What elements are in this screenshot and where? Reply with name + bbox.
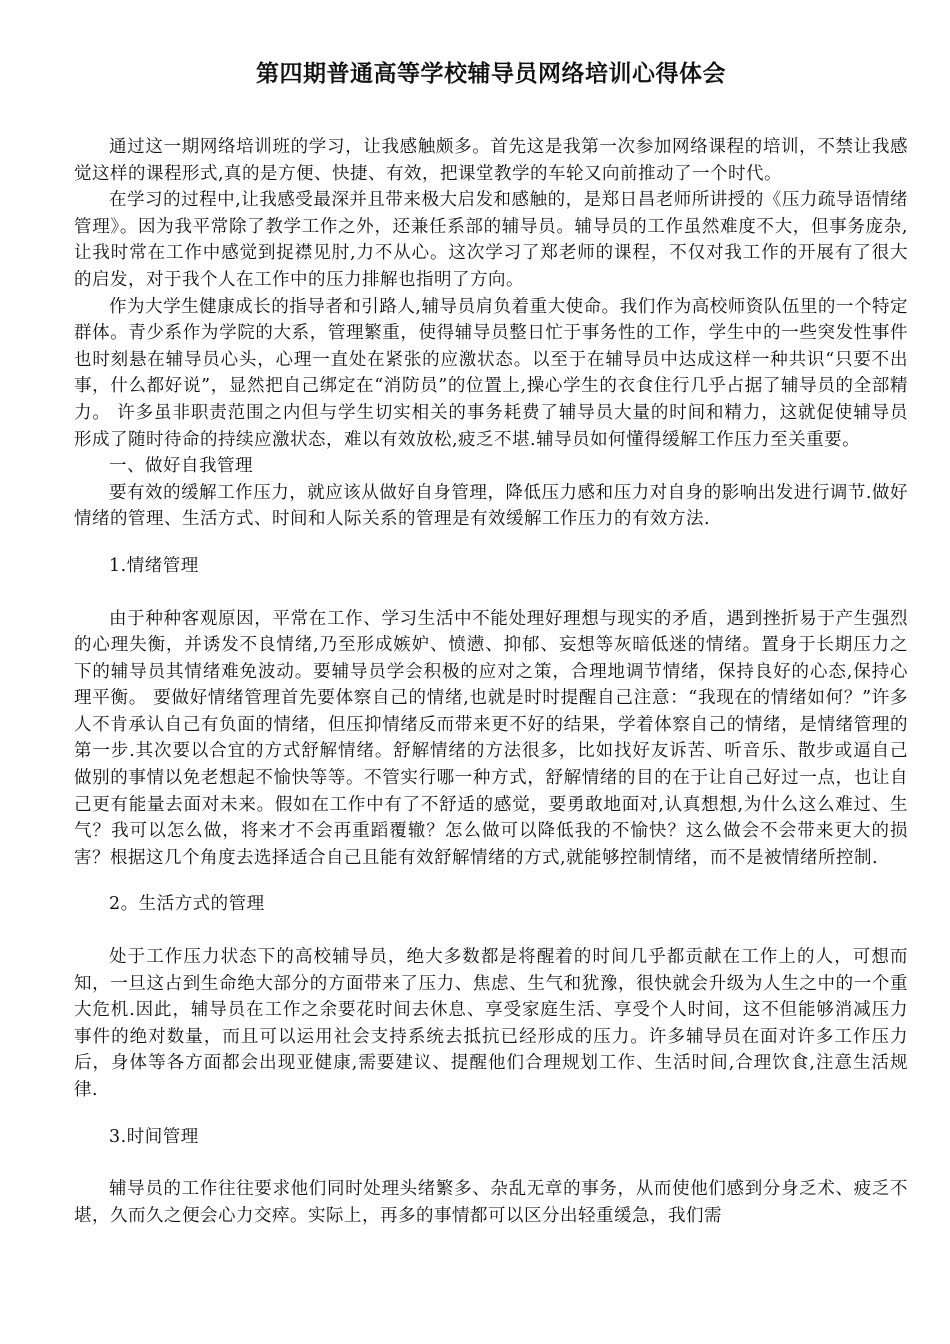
section-heading-self-management: 一、做好自我管理 bbox=[109, 456, 253, 477]
paragraph-lifestyle-management: 处于工作压力状态下的高校辅导员，绝大多数都是将醒着的时间几乎都贡献在工作上的人，可想而知，一旦这占到生命绝大部分的方面带来了压力、焦虑、生气和犹豫，很快就会升级为人生之中的一个重大危机.因此，辅导员在工作之余要花时间去休息、享受家庭生活、享受个人时间，这不但能够消减压力事件的绝对数量，而且可以运用社会支持系统去抵抗已经形成的压力。许多辅导员在面对许多工作压力后，身体等各方面都会出现亚健康,需要建议、提醒他们合理规划工作、生活时间,合理饮食,注意生活规律. bbox=[74, 947, 908, 1100]
subheading-lifestyle-management: 2。生活方式的管理 bbox=[109, 894, 265, 915]
paragraph-intro: 通过这一期网络培训班的学习，让我感触颇多。首先这是我第一次参加网络课程的培训，不禁让我感觉这样的课程形式,真的是方便、快捷、有效，把课堂教学的车轮又向前推动了一个时代。 bbox=[74, 137, 908, 184]
paragraph-time-management: 辅导员的工作往往要求他们同时处理头绪繁多、杂乱无章的事务，从而使他们感到分身乏术、疲乏不堪，久而久之便会心力交瘁。实际上，再多的事情都可以区分出轻重缓急，我们需 bbox=[74, 1179, 908, 1226]
subheading-time-management: 3.时间管理 bbox=[109, 1126, 199, 1147]
paragraph-learning: 在学习的过程中,让我感受最深并且带来极大启发和感触的，是郑日昌老师所讲授的《压力疏导语情绪管理》。因为我平常除了教学工作之外，还兼任系部的辅导员。辅导员的工作虽然难度不大，但事务庞杂,让我时常在工作中感觉到捉襟见肘,力不从心。这次学习了郑老师的课程，不仅对我工作的开展有了很大的启发，对于我个人在工作中的压力排解也指明了方向。 bbox=[74, 190, 908, 290]
paragraph-counselor-role: 作为大学生健康成长的指导者和引路人,辅导员肩负着重大使命。我们作为高校师资队伍里的一个特定群体。青少系作为学院的大系，管理繁重，使得辅导员整日忙于事务性的工作，学生中的一些突发性事件也时刻悬在辅导员心头，心理一直处在紧张的应激状态。以至于在辅导员中达成这样一种共识“只要不出事，什么都好说”，显然把自己绑定在“消防员”的位置上,操心学生的衣食住行几乎占据了辅导员的全部精力。 许多虽非职责范围之内但与学生切实相关的事务耗费了辅导员大量的时间和精力，这就促使辅导员形成了随时待命的持续应激状态，难以有效放松,疲乏不堪.辅导员如何懂得缓解工作压力至关重要。 bbox=[74, 296, 908, 450]
document-title: 第四期普通高等学校辅导员网络培训心得体会 bbox=[256, 61, 726, 87]
subheading-emotion-management: 1.情绪管理 bbox=[109, 555, 199, 576]
document-body bbox=[74, 134, 908, 1229]
paragraph-emotion-management: 由于种种客观原因，平常在工作、学习生活中不能处理好理想与现实的矛盾，遇到挫折易于产生强烈的心理失衡，并诱发不良情绪,乃至形成嫉妒、愤懑、抑郁、妄想等灰暗低迷的情绪。置身于长期压力之下的辅导员其情绪难免波动。要辅导员学会积极的应对之策，合理地调节情绪，保持良好的心态,保持心理平衡。 要做好情绪管理首先要体察自己的情绪,也就是时时提醒自己注意：“我现在的情绪如何？”许多人不肯承认自己有负面的情绪，但压抑情绪反而带来更不好的结果，学着体察自己的情绪，是情绪管理的第一步.其次要以合宜的方式舒解情绪。舒解情绪的方法很多，比如找好友诉苦、听音乐、散步或逼自己做别的事情以免老想起不愉快等等。不管实行哪一种方式，舒解情绪的目的在于让自己好过一点，也让自己更有能量去面对未来。假如在工作中有了不舒适的感觉，要勇敢地面对,认真想想,为什么这么难过、生气？我可以怎么做，将来才不会再重蹈覆辙？怎么做可以降低我的不愉快？这么做会不会带来更大的损害？根据这几个角度去选择适合自己且能有效舒解情绪的方式,就能够控制情绪，而不是被情绪所控制. bbox=[74, 608, 908, 868]
paragraph-self-management: 要有效的缓解工作压力，就应该从做好自身管理，降低压力感和压力对自身的影响出发进行调节.做好情绪的管理、生活方式、时间和人际关系的管理是有效缓解工作压力的有效方法. bbox=[74, 482, 908, 530]
